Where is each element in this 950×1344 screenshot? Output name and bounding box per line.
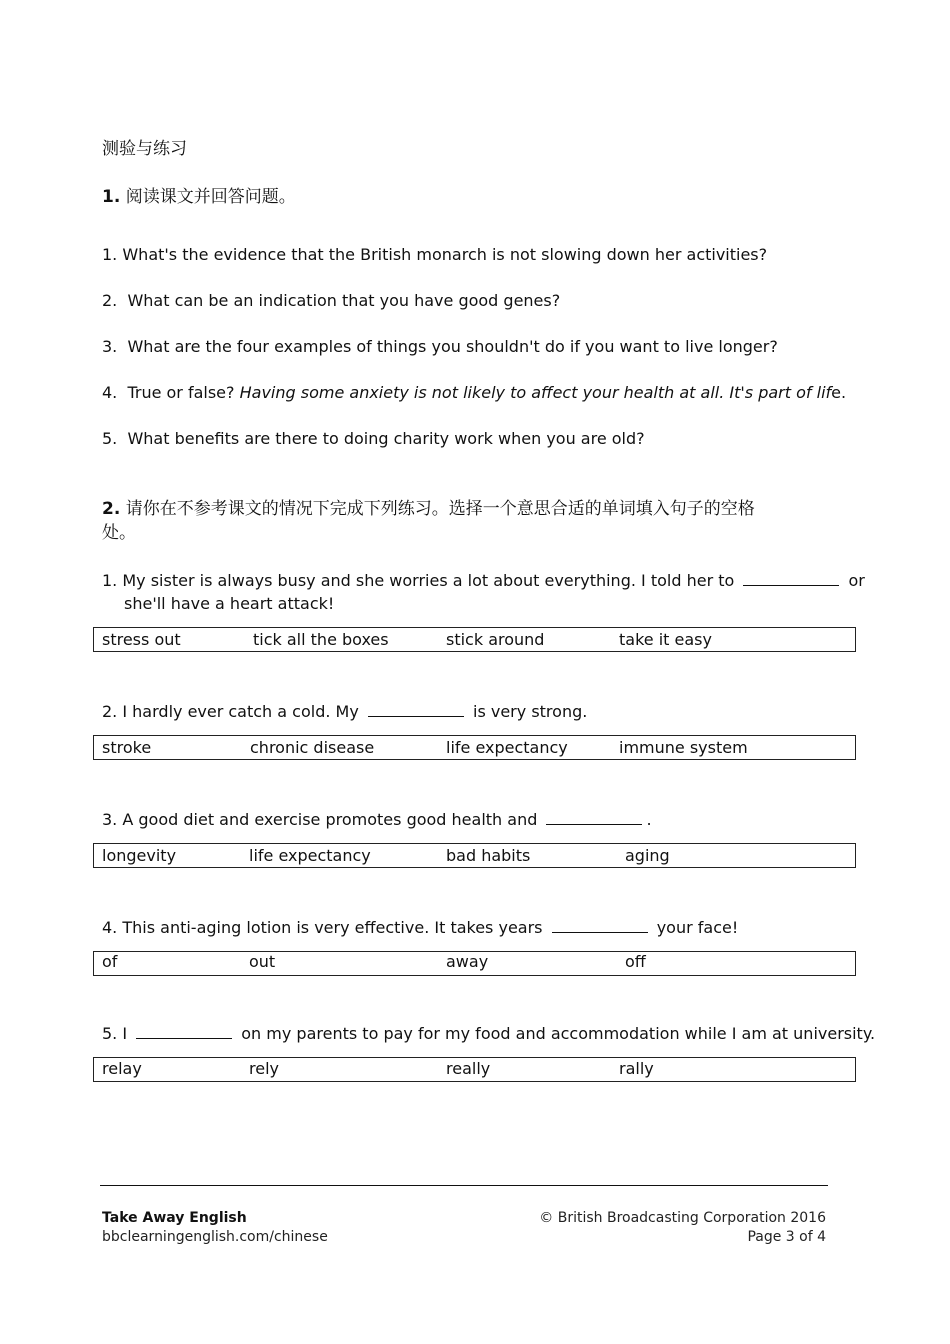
option[interactable]: relay: [102, 1059, 142, 1078]
footer-title: Take Away English: [102, 1210, 247, 1226]
exercise-1-sentence: [102, 571, 865, 591]
footer-url[interactable]: bbclearningenglish.com/chinese: [102, 1229, 328, 1245]
option[interactable]: off: [625, 952, 646, 971]
option[interactable]: bad habits: [446, 846, 531, 865]
question-text: What benefits are there to doing charity work when you are old?: [127, 429, 645, 448]
question-text: What's the evidence that the British monarch is not slowing down her activities?: [122, 245, 768, 264]
option[interactable]: longevity: [102, 846, 177, 865]
exercise-2-options: [93, 735, 856, 760]
sentence-after: your face!: [656, 918, 739, 937]
sentence-before: My sister is always busy and she worries a lot about everything. I told her to: [122, 571, 735, 590]
exercise-number: 4.: [102, 918, 118, 937]
exercise-5-sentence: [102, 1024, 875, 1044]
question-number: 2.: [102, 291, 118, 310]
footer-copyright: © British Broadcasting Corporation 2016: [539, 1210, 826, 1226]
exercise-1-options: [93, 627, 856, 652]
answer-blank[interactable]: [743, 571, 839, 586]
exercise-1-line2: she'll have a heart attack!: [124, 594, 335, 613]
answer-blank[interactable]: [546, 810, 642, 825]
page-heading: 测验与练习: [102, 139, 187, 159]
answer-blank[interactable]: [136, 1024, 232, 1039]
option[interactable]: of: [102, 952, 118, 971]
sentence-before: I hardly ever catch a cold. My: [122, 702, 359, 721]
option[interactable]: life expectancy: [446, 738, 568, 757]
exercise-number: 3.: [102, 810, 118, 829]
question-number: 5.: [102, 429, 118, 448]
sentence-after: .: [646, 810, 652, 829]
option[interactable]: really: [446, 1059, 491, 1078]
question-italic-text: Having some anxiety is not likely to affect your health at all. It's part of lif: [239, 383, 832, 402]
question-3: [102, 337, 778, 357]
answer-blank[interactable]: [368, 702, 464, 717]
exercise-5-options: [93, 1057, 856, 1082]
sentence-after: on my parents to pay for my food and accommodation while I am at university.: [241, 1024, 876, 1043]
exercise-4-options: [93, 951, 856, 976]
section2-number: 2.: [102, 499, 121, 519]
option[interactable]: away: [446, 952, 489, 971]
sentence-before: I: [122, 1024, 128, 1043]
option[interactable]: life expectancy: [249, 846, 371, 865]
question-1: [102, 245, 767, 265]
option[interactable]: take it easy: [619, 630, 712, 649]
sentence-after: is very strong.: [473, 702, 588, 721]
question-text: What can be an indication that you have good genes?: [127, 291, 561, 310]
sentence-before: This anti-aging lotion is very effective. It takes years: [122, 918, 543, 937]
option[interactable]: stress out: [102, 630, 181, 649]
exercise-number: 2.: [102, 702, 118, 721]
question-2: [102, 291, 560, 311]
option[interactable]: out: [249, 952, 276, 971]
option[interactable]: rally: [619, 1059, 654, 1078]
question-text-end: e.: [831, 383, 847, 402]
exercise-4-sentence: [102, 918, 738, 938]
sentence-after: or: [848, 571, 865, 590]
option[interactable]: immune system: [619, 738, 748, 757]
sentence-before: A good diet and exercise promotes good health and: [122, 810, 538, 829]
exercise-number: 5.: [102, 1024, 118, 1043]
question-5: [102, 429, 645, 449]
question-number: 1.: [102, 245, 118, 264]
question-text: What are the four examples of things you shouldn't do if you want to live longer?: [127, 337, 778, 356]
exercise-2-sentence: [102, 702, 587, 722]
exercise-number: 1.: [102, 571, 118, 590]
section1-title: 阅读课文并回答问题。: [125, 187, 296, 207]
section1-heading: [102, 186, 296, 208]
option[interactable]: rely: [249, 1059, 279, 1078]
option[interactable]: stick around: [446, 630, 545, 649]
option[interactable]: tick all the boxes: [253, 630, 389, 649]
section2-title-line2: 处。: [102, 523, 136, 543]
option[interactable]: chronic disease: [250, 738, 375, 757]
footer-page-number: Page 3 of 4: [747, 1229, 826, 1245]
footer-divider: [100, 1185, 828, 1186]
exercise-3-sentence: [102, 810, 652, 830]
section1-number: 1.: [102, 187, 121, 207]
question-number: 4.: [102, 383, 118, 402]
exercise-3-options: [93, 843, 856, 868]
section2-title-line1: 请你在不参考课文的情况下完成下列练习。选择一个意思合适的单词填入句子的空格: [125, 499, 755, 519]
option[interactable]: stroke: [102, 738, 152, 757]
question-4: [102, 383, 846, 403]
answer-blank[interactable]: [552, 918, 648, 933]
question-number: 3.: [102, 337, 118, 356]
option[interactable]: aging: [625, 846, 670, 865]
section2-heading: [102, 498, 755, 520]
question-text: True or false?: [127, 383, 235, 402]
